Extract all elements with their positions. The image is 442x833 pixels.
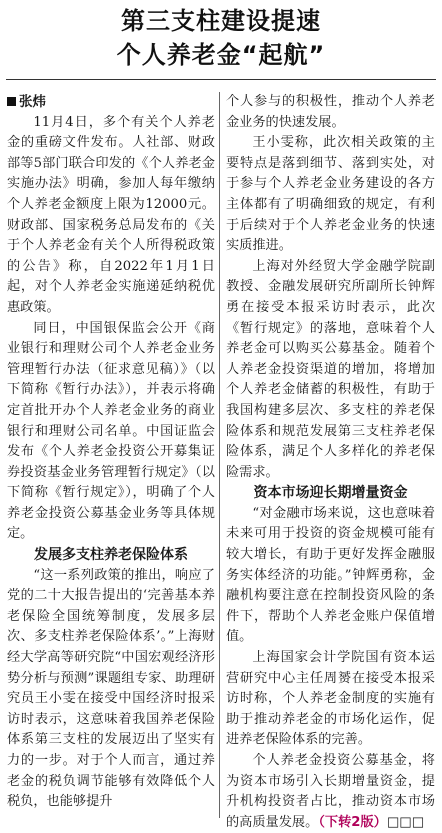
subheading: 发展多支柱养老保险体系 [34,547,188,564]
header-rule [6,79,436,80]
end-marks: □□□ [386,814,425,830]
paragraph: 王小雯称，此次相关政策的主要特点是落到细节、落到实处，对于参与个人养老金业务建设的各方主体都有了明确细致的规定，有利于后续对于个人养老金业务的快速实质推进。 [226,135,435,254]
continued-note[interactable]: （下转2版） [318,814,387,830]
paragraph: 同日，中国银保监会公开《商业银行和理财公司个人养老金业务管理暂行办法（征求意见稿）》（以下简称《暂行办法》），并表示将确定首批开办个人养老金业务的商业银行和理财公司名单。中国证监会发布《个人养老金投资公开募集证券投资基金业务管理暂行规定》（以下简称《暂行规定》），明确了个人养老金投资公募基金业务等具体规定。 [7,320,215,542]
left-column [7,92,215,813]
paragraph: 上海对外经贸大学金融学院副教授、金融发展研究所副所长钟辉勇在接受本报采访时表示，此次《暂行规定》的落地，意味着个人养老金可以购买公募基金。随着个人养老金投资渠道的增加，将增加个人养老金储蓄的积极性，有助于我国构建多层次、多支柱的养老保险体系和规范发展第三支柱养老保险体系，满足个人多样化的养老保险需求。 [226,258,435,480]
paragraph: 上海国家会计学院国有资本运营研究中心主任周赟在接受本报采访时称，个人养老金制度的实施有助于推动养老金的市场化运作，促进养老保险体系的完善。 [226,650,435,748]
paragraph: “对金融市场来说，这也意味着未来可用于投资的资金规模可能有较大增长，有助于更好发挥金融服务实体经济的功能。”钟辉勇称，金融机构要注意在控制投资风险的条件下，帮助个人养老金账户保值增值。 [226,505,435,645]
paragraph: 11月4日，多个有关个人养老金的重磅文件发布。人社部、财政部等5部门联合印发的《个人养老金实施办法》明确，参加人每年缴纳个人养老金额度上限为12000元。财政部、国家税务总局发布的《关于个人养老金有关个人所得税政策的公告》称，自2022年1月1日起，对个人养老金实施递延纳税优惠政策。 [7,114,215,315]
byline-author: 张炜 [19,94,46,110]
paragraph-text: 个人养老金投资公募基金，将为资本市场引入长期增量资金，提升机构投资者占比，推动资本市场的高质量发展。 [226,753,435,830]
headline-line1: 第三支柱建设提速 [121,7,321,35]
paragraph: “这一系列政策的推出，响应了党的二十大报告提出的‘完善基本养老保险全国统筹制度，发展多层次、多支柱养老保险体系’。”上海财经大学高等研究院“中国宏观经济形势分析与预测”课题组专家、助理研究员王小雯在接受中国经济时报采访时表示，这意味着我国养老保险体系第三支柱的发展迈出了坚实有力的一步。对于个人而言，通过养老金的税负调节能够有效降低个人税负，也能够提升 [7,567,215,810]
column-divider [219,92,220,818]
byline-square-icon [7,97,16,106]
right-column [226,92,435,833]
byline [7,92,215,113]
paragraph-last [226,751,435,833]
paragraph: 个人参与的积极性，推动个人养老金业务的快速发展。 [226,94,435,130]
subheading: 资本市场迎长期增量资金 [253,485,408,502]
headline-line2: 个人养老金“起航” [116,41,326,69]
